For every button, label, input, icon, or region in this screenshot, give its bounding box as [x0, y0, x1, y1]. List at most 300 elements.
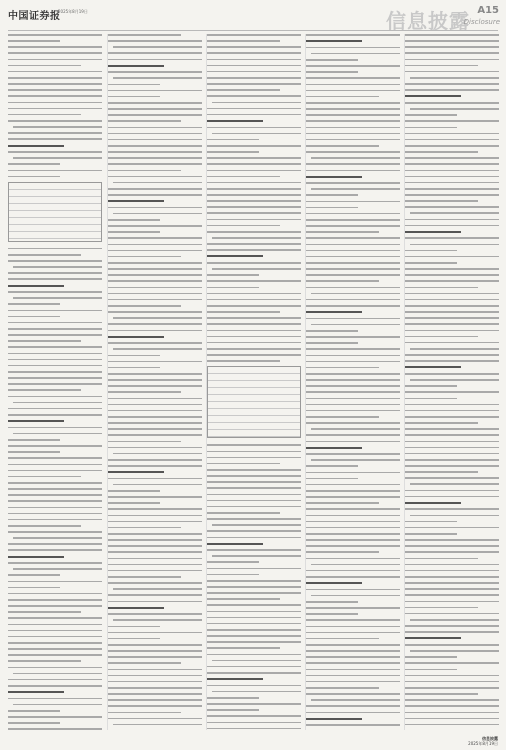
text-line: [207, 219, 301, 221]
text-line: [306, 496, 400, 498]
text-line: [207, 530, 301, 532]
text-line: [113, 484, 202, 486]
text-line: [108, 96, 160, 98]
text-line: [8, 95, 102, 97]
text-line: [207, 139, 259, 141]
text-line: [306, 163, 400, 165]
text-line: [8, 476, 81, 478]
text-line: [108, 323, 202, 325]
text-line: [410, 650, 499, 652]
text-line: [8, 691, 64, 693]
text-line: [207, 592, 301, 594]
text-line: [108, 200, 164, 202]
header-divider: [8, 30, 498, 31]
text-line: [8, 40, 60, 42]
text-line: [405, 527, 499, 529]
text-line: [207, 709, 259, 711]
text-line: [207, 77, 301, 79]
text-line: [306, 145, 379, 147]
text-line: [306, 274, 400, 276]
text-line: [311, 188, 400, 190]
text-line: [405, 317, 499, 319]
text-line: [108, 675, 202, 677]
text-line: [207, 299, 301, 301]
text-line: [405, 422, 478, 424]
text-line: [108, 256, 181, 258]
text-line: [108, 471, 164, 473]
text-line: [212, 555, 301, 557]
text-line: [108, 391, 181, 393]
text-line: [306, 348, 400, 350]
text-line: [405, 398, 457, 400]
text-line: [8, 581, 102, 583]
text-line: [306, 84, 400, 86]
text-line: [108, 594, 202, 596]
text-line: [108, 576, 181, 578]
text-line: [108, 361, 202, 363]
text-line: [8, 414, 102, 416]
text-line: [207, 481, 301, 483]
text-line: [108, 693, 202, 695]
text-line: [207, 611, 301, 613]
text-line: [405, 416, 499, 418]
text-line: [8, 163, 60, 165]
text-line: [108, 490, 160, 492]
text-line: [306, 398, 400, 400]
text-line: [306, 582, 362, 584]
text-line: [207, 444, 301, 446]
text-line: [108, 262, 202, 264]
text-line: [306, 201, 400, 203]
text-line: [207, 475, 301, 477]
text-line: [410, 348, 499, 350]
text-line: [405, 471, 478, 473]
text-line: [207, 506, 301, 508]
text-line: [108, 478, 202, 480]
text-line: [306, 96, 379, 98]
text-line: [207, 262, 301, 264]
text-line: [8, 525, 81, 527]
text-line: [207, 34, 301, 36]
text-line: [306, 533, 400, 535]
text-line: [108, 508, 202, 510]
text-line: [306, 472, 400, 474]
text-line: [405, 299, 499, 301]
text-line: [8, 46, 102, 48]
text-line: [405, 582, 499, 584]
text-line: [108, 582, 202, 584]
text-line: [405, 127, 457, 129]
text-line: [405, 52, 499, 54]
text-line: [405, 576, 499, 578]
text-line: [113, 453, 202, 455]
text-line: [207, 95, 301, 97]
text-line: [306, 558, 400, 560]
text-line: [8, 710, 60, 712]
text-line: [8, 531, 102, 533]
text-line: [207, 641, 301, 643]
text-line: [207, 176, 280, 178]
text-line: [108, 170, 181, 172]
text-line: [207, 157, 301, 159]
text-line: [306, 268, 400, 270]
text-line: [108, 398, 202, 400]
text-line: [311, 459, 400, 461]
text-line: [108, 705, 202, 707]
text-line: [306, 231, 379, 233]
text-line: [207, 336, 301, 338]
text-line: [108, 447, 202, 449]
text-line: [108, 564, 202, 566]
text-line: [405, 428, 499, 430]
text-line: [8, 445, 102, 447]
text-line: [13, 126, 102, 128]
text-line: [207, 52, 301, 54]
text-line: [306, 619, 400, 621]
text-line: [405, 293, 499, 295]
text-line: [306, 182, 400, 184]
text-line: [207, 360, 280, 362]
text-line: [311, 157, 400, 159]
text-line: [405, 705, 499, 707]
text-line: [207, 647, 280, 649]
text-line: [207, 561, 259, 563]
text-line: [108, 299, 202, 301]
newspaper-masthead: 中国证券报: [8, 11, 61, 22]
text-line: [108, 410, 202, 412]
text-line: [306, 527, 400, 529]
text-line: [108, 607, 164, 609]
text-line: [8, 334, 102, 336]
text-line: [108, 127, 202, 129]
text-line: [108, 225, 202, 227]
text-line: [306, 47, 400, 49]
text-line: [306, 712, 400, 714]
text-line: [306, 127, 400, 129]
text-line: [207, 654, 301, 656]
text-line: [311, 699, 400, 701]
text-line: [306, 478, 358, 480]
text-line: [207, 722, 301, 724]
text-line: [207, 120, 263, 122]
text-line: [405, 637, 461, 639]
text-line: [207, 188, 301, 190]
text-line: [108, 638, 160, 640]
text-line: [8, 248, 102, 250]
text-line: [207, 89, 280, 91]
text-line: [13, 568, 102, 570]
text-column-4: [305, 34, 400, 730]
text-line: [207, 206, 301, 208]
text-line: [306, 256, 400, 258]
text-line: [207, 549, 301, 551]
text-line: [405, 693, 478, 695]
text-line: [306, 453, 400, 455]
text-line: [207, 678, 263, 680]
text-line: [8, 346, 102, 348]
text-line: [306, 391, 400, 393]
text-line: [306, 114, 400, 116]
text-line: [108, 718, 202, 720]
text-line: [113, 182, 202, 184]
text-line: [405, 453, 499, 455]
text-line: [8, 170, 102, 172]
text-line: [405, 644, 499, 646]
text-line: [311, 428, 400, 430]
text-line: [212, 660, 301, 662]
text-line: [108, 434, 202, 436]
text-line: [108, 34, 181, 36]
text-line: [8, 359, 102, 361]
text-line: [207, 574, 259, 576]
text-line: [207, 623, 301, 625]
text-line: [8, 543, 102, 545]
text-line: [8, 420, 64, 422]
text-line: [8, 470, 102, 472]
text-line: [306, 576, 400, 578]
text-line: [108, 404, 202, 406]
text-line: [311, 53, 400, 55]
text-line: [405, 404, 499, 406]
text-line: [8, 507, 102, 509]
text-line: [207, 586, 301, 588]
text-line: [108, 373, 202, 375]
text-line: [207, 212, 301, 214]
text-line: [306, 613, 358, 615]
text-line: [8, 457, 102, 459]
text-line: [108, 163, 202, 165]
text-line: [405, 83, 499, 85]
text-line: [8, 102, 102, 104]
text-line: [306, 71, 358, 73]
text-line: [306, 170, 400, 172]
text-line: [405, 182, 499, 184]
text-line: [306, 77, 400, 79]
text-line: [108, 521, 202, 523]
text-line: [108, 699, 202, 701]
text-line: [8, 65, 81, 67]
text-line: [207, 255, 263, 257]
text-line: [207, 463, 280, 465]
text-line: [8, 488, 102, 490]
text-line: [405, 170, 499, 172]
text-line: [207, 280, 301, 282]
text-line: [207, 635, 301, 637]
text-line: [405, 157, 499, 159]
text-line: [306, 139, 400, 141]
text-line: [405, 558, 478, 560]
text-line: [108, 379, 202, 381]
text-line: [8, 316, 60, 318]
text-line: [405, 188, 499, 190]
text-line: [410, 619, 499, 621]
page-header: [0, 0, 506, 33]
text-line: [108, 71, 202, 73]
text-line: [405, 564, 499, 566]
text-line: [306, 607, 400, 609]
text-line: [8, 611, 81, 613]
text-line: [306, 675, 400, 677]
text-line: [207, 715, 301, 717]
text-line: [207, 59, 301, 61]
text-line: [13, 297, 102, 299]
text-line: [306, 410, 400, 412]
text-line: [405, 508, 499, 510]
text-line: [108, 355, 160, 357]
text-line: [405, 613, 499, 615]
text-line: [8, 660, 81, 662]
text-line: [8, 679, 102, 681]
text-line: [207, 617, 301, 619]
text-line: [8, 389, 81, 391]
text-line: [311, 293, 400, 295]
text-line: [8, 89, 102, 91]
text-line: [405, 366, 461, 368]
text-line: [306, 447, 362, 449]
text-line: [8, 574, 60, 576]
text-line: [207, 305, 301, 307]
text-line: [212, 102, 301, 104]
text-line: [405, 502, 461, 504]
text-line: [306, 718, 362, 720]
text-line: [108, 545, 202, 547]
text-line: [207, 170, 301, 172]
text-line: [8, 114, 81, 116]
text-line: [207, 518, 301, 520]
text-line: [306, 379, 400, 381]
text-line: [207, 287, 259, 289]
text-line: [108, 712, 181, 714]
text-line: [207, 46, 301, 48]
text-line: [306, 644, 400, 646]
section-title: 信息披露: [386, 9, 470, 33]
text-line: [8, 371, 102, 373]
text-line: [108, 231, 160, 233]
text-line: [207, 487, 301, 489]
text-line: [306, 404, 400, 406]
text-line: [306, 361, 400, 363]
text-line: [8, 630, 102, 632]
text-line: [306, 373, 400, 375]
text-line: [108, 515, 202, 517]
text-line: [8, 132, 102, 134]
text-line: [8, 151, 102, 153]
text-line: [405, 687, 499, 689]
text-line: [108, 237, 202, 239]
text-line: [405, 336, 478, 338]
text-line: [8, 396, 102, 398]
text-line: [113, 77, 202, 79]
text-line: [212, 133, 301, 135]
text-line: [306, 355, 400, 357]
text-line: [405, 570, 499, 572]
text-line: [405, 718, 499, 720]
text-line: [306, 705, 400, 707]
section-title-english: Disclosure: [463, 18, 500, 26]
text-line: [405, 151, 478, 153]
text-line: [108, 194, 202, 196]
text-line: [8, 340, 81, 342]
text-line: [306, 656, 400, 658]
text-line: [108, 250, 202, 252]
text-line: [108, 570, 202, 572]
text-line: [306, 90, 400, 92]
text-line: [8, 587, 60, 589]
text-line: [405, 441, 499, 443]
text-line: [306, 551, 379, 553]
text-line: [405, 391, 499, 393]
text-line: [405, 533, 457, 535]
text-line: [405, 477, 499, 479]
text-line: [207, 685, 301, 687]
text-line: [207, 348, 301, 350]
text-line: [8, 77, 102, 79]
text-line: [113, 213, 202, 215]
text-line: [207, 71, 301, 73]
text-line: [311, 564, 400, 566]
text-line: [207, 580, 301, 582]
text-line: [306, 336, 400, 338]
text-line: [108, 422, 202, 424]
text-line: [8, 439, 60, 441]
text-line: [306, 669, 400, 671]
text-line: [8, 648, 102, 650]
text-line: [8, 562, 102, 564]
text-line: [207, 145, 301, 147]
text-line: [108, 244, 202, 246]
text-line: [405, 551, 499, 553]
text-line: [8, 83, 102, 85]
text-line: [405, 631, 499, 633]
text-line: [306, 681, 400, 683]
text-line: [207, 672, 301, 674]
text-line: [306, 490, 400, 492]
text-line: [13, 537, 102, 539]
text-line: [108, 145, 202, 147]
text-line: [405, 194, 499, 196]
text-line: [108, 551, 202, 553]
text-line: [405, 102, 499, 104]
text-line: [13, 266, 102, 268]
text-line: [207, 243, 301, 245]
text-line: [207, 543, 263, 545]
text-line: [306, 305, 400, 307]
text-line: [207, 200, 301, 202]
text-line: [13, 433, 102, 435]
text-line: [108, 465, 202, 467]
text-line: [207, 512, 280, 514]
text-line: [306, 342, 358, 344]
text-line: [8, 642, 102, 644]
text-line: [207, 728, 301, 730]
text-line: [207, 114, 301, 116]
text-line: [405, 163, 499, 165]
text-line: [306, 434, 400, 436]
text-line: [306, 638, 379, 640]
text-line: [207, 194, 301, 196]
text-line: [8, 549, 102, 551]
text-line: [207, 354, 301, 356]
text-line: [306, 59, 358, 61]
text-line: [212, 237, 301, 239]
text-line: [306, 318, 400, 320]
text-line: [306, 120, 400, 122]
text-line: [113, 348, 202, 350]
text-column-5: [404, 34, 499, 730]
text-line: [108, 367, 160, 369]
text-line: [108, 114, 202, 116]
text-line: [108, 644, 202, 646]
